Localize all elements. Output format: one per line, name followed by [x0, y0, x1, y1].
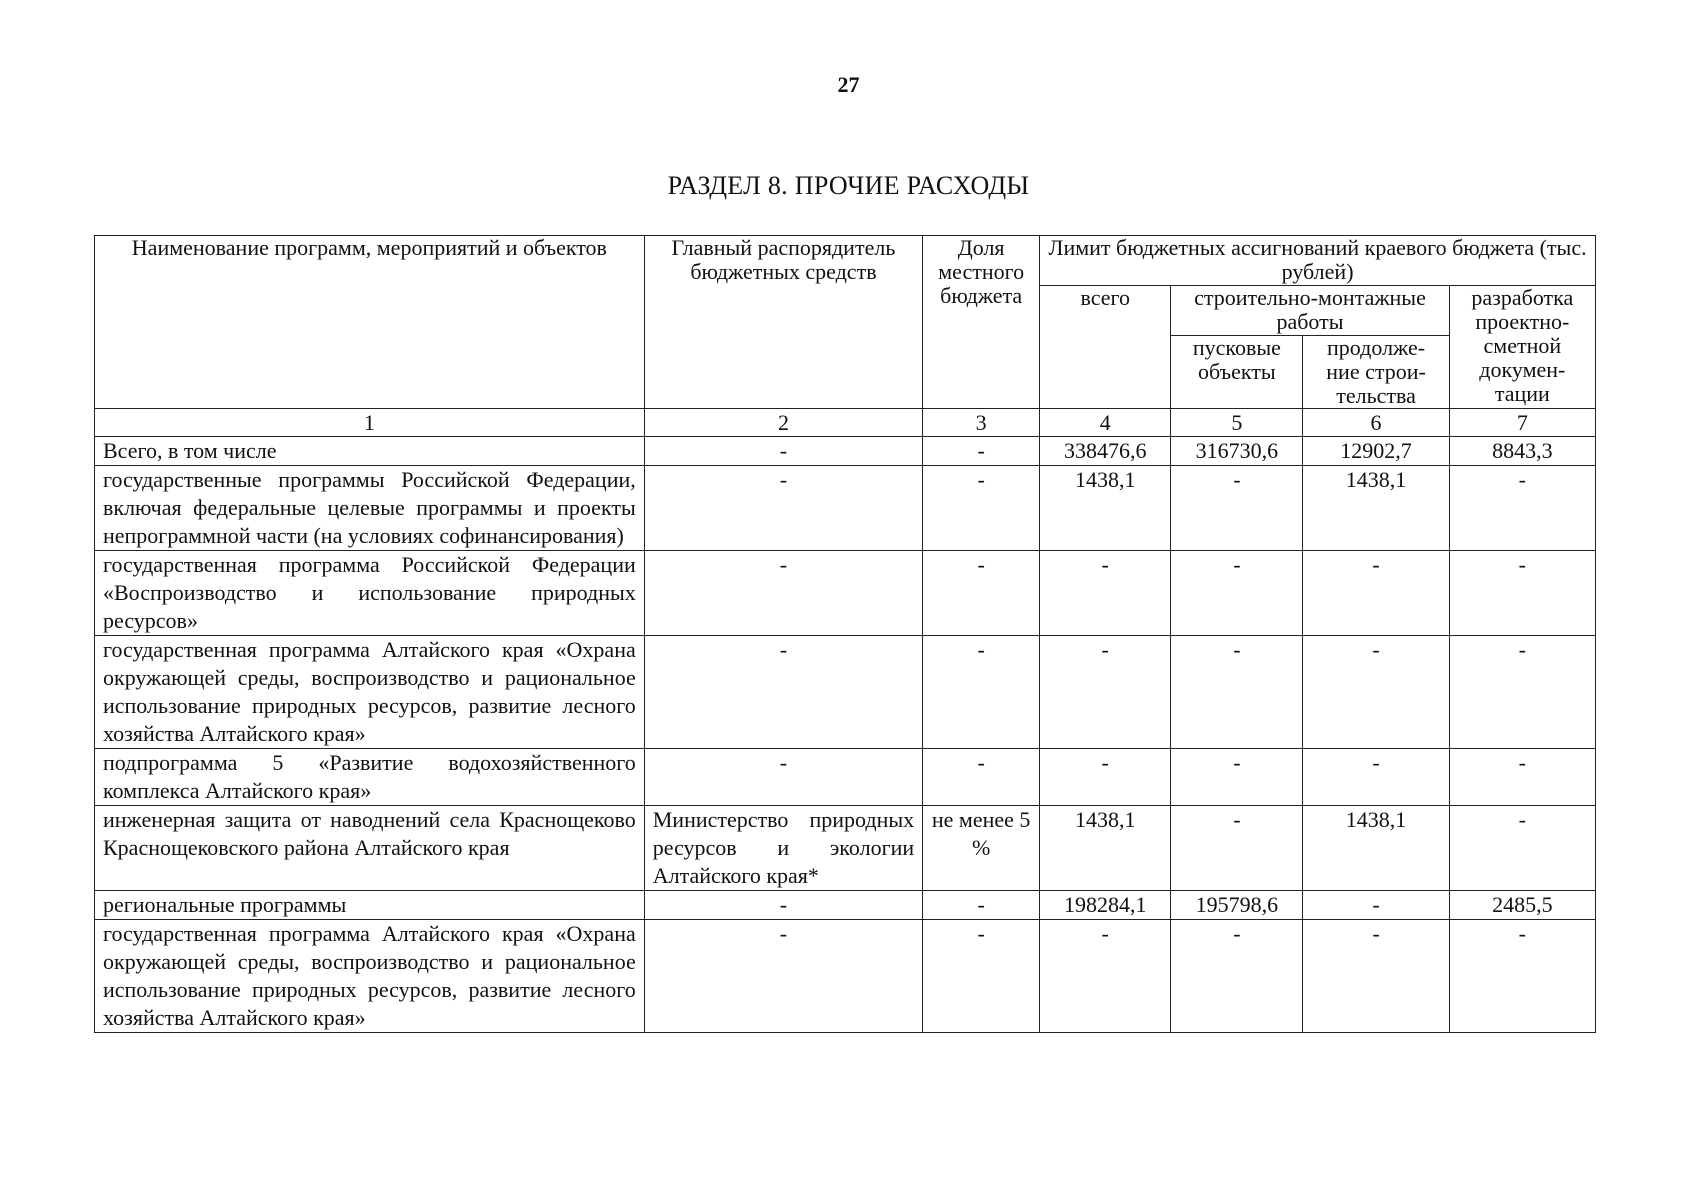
table-row [95, 466, 1596, 551]
cell-launch: - [1171, 466, 1303, 551]
header-construction: строительно-монтажные работы [1171, 286, 1449, 336]
cell-launch: - [1171, 551, 1303, 636]
cell-share: - [923, 891, 1040, 920]
cell-continue: 12902,7 [1303, 437, 1449, 466]
cell-name: Всего, в том числе [95, 437, 645, 466]
cell-total: - [1040, 636, 1171, 749]
cell-name: государственная программа Алтайского края «Охрана окружающей среды, воспроизводство и рациональное использование природных ресурсов, развитие лесного хозяйства Алтайского края» [95, 636, 645, 749]
cell-dept: Министерство природных ресурсов и экологии Алтайского края* [644, 806, 922, 891]
cell-launch: - [1171, 749, 1303, 806]
cell-share: - [923, 437, 1040, 466]
column-number-row [95, 409, 1596, 437]
cell-name: государственная программа Алтайского края «Охрана окружающей среды, воспроизводство и рациональное использование природных ресурсов, развитие лесного хозяйства Алтайского края» [95, 920, 645, 1033]
cell-dept: - [644, 749, 922, 806]
cell-launch: - [1171, 806, 1303, 891]
cell-share: - [923, 749, 1040, 806]
cell-dept: - [644, 466, 922, 551]
cell-dept: - [644, 891, 922, 920]
cell-name: государственные программы Российской Федерации, включая федеральные целевые программы и проекты непрограммной части (на условиях софинансирования) [95, 466, 645, 551]
cell-total: - [1040, 749, 1171, 806]
page-number: 27 [837, 72, 860, 97]
cell-name: региональные программы [95, 891, 645, 920]
cell-continue: 1438,1 [1303, 806, 1449, 891]
budget-table [94, 235, 1596, 1033]
table-row [95, 891, 1596, 920]
cell-launch: 316730,6 [1171, 437, 1303, 466]
table-row [95, 437, 1596, 466]
table-row [95, 749, 1596, 806]
table-row [95, 920, 1596, 1033]
cell-dept: - [644, 551, 922, 636]
header-share: Доля местного бюджета [923, 236, 1040, 409]
cell-dept: - [644, 437, 922, 466]
cell-design: - [1449, 636, 1595, 749]
column-number: 4 [1040, 409, 1171, 437]
header-design: разработка проектно-сметной докумен-тации [1449, 286, 1595, 409]
cell-design: 8843,3 [1449, 437, 1595, 466]
cell-name: инженерная защита от наводнений села Краснощеково Краснощековского района Алтайского края [95, 806, 645, 891]
cell-design: 2485,5 [1449, 891, 1595, 920]
cell-total: 1438,1 [1040, 466, 1171, 551]
cell-total: - [1040, 551, 1171, 636]
column-number: 7 [1449, 409, 1595, 437]
cell-continue: - [1303, 551, 1449, 636]
cell-dept: - [644, 636, 922, 749]
cell-total: 198284,1 [1040, 891, 1171, 920]
cell-continue: - [1303, 891, 1449, 920]
cell-launch: - [1171, 920, 1303, 1033]
cell-design: - [1449, 806, 1595, 891]
cell-dept: - [644, 920, 922, 1033]
cell-design: - [1449, 466, 1595, 551]
header-row-1 [95, 236, 1596, 286]
column-number: 6 [1303, 409, 1449, 437]
section-title: РАЗДЕЛ 8. ПРОЧИЕ РАСХОДЫ [667, 171, 1030, 200]
table-row [95, 636, 1596, 749]
cell-total: 338476,6 [1040, 437, 1171, 466]
column-number: 3 [923, 409, 1040, 437]
cell-design: - [1449, 551, 1595, 636]
cell-share: - [923, 466, 1040, 551]
header-dept: Главный распорядитель бюджетных средств [644, 236, 922, 409]
cell-name: подпрограмма 5 «Развитие водохозяйственного комплекса Алтайского края» [95, 749, 645, 806]
header-total: всего [1040, 286, 1171, 409]
cell-total: 1438,1 [1040, 806, 1171, 891]
header-limit: Лимит бюджетных ассигнований краевого бюджета (тыс. рублей) [1040, 236, 1596, 286]
cell-continue: - [1303, 636, 1449, 749]
cell-continue: 1438,1 [1303, 466, 1449, 551]
header-continue: продолже-ние строи-тельства [1303, 335, 1449, 409]
cell-continue: - [1303, 920, 1449, 1033]
cell-launch: 195798,6 [1171, 891, 1303, 920]
cell-name: государственная программа Российской Федерации «Воспроизводство и использование природных ресурсов» [95, 551, 645, 636]
cell-share: - [923, 920, 1040, 1033]
column-number: 2 [644, 409, 922, 437]
cell-share: не менее 5 % [923, 806, 1040, 891]
cell-continue: - [1303, 749, 1449, 806]
cell-share: - [923, 636, 1040, 749]
cell-launch: - [1171, 636, 1303, 749]
column-number: 5 [1171, 409, 1303, 437]
table-row [95, 806, 1596, 891]
header-launch: пусковые объекты [1171, 335, 1303, 409]
cell-design: - [1449, 749, 1595, 806]
header-name: Наименование программ, мероприятий и объектов [95, 236, 645, 409]
cell-design: - [1449, 920, 1595, 1033]
cell-share: - [923, 551, 1040, 636]
column-number: 1 [95, 409, 645, 437]
cell-total: - [1040, 920, 1171, 1033]
table-row [95, 551, 1596, 636]
